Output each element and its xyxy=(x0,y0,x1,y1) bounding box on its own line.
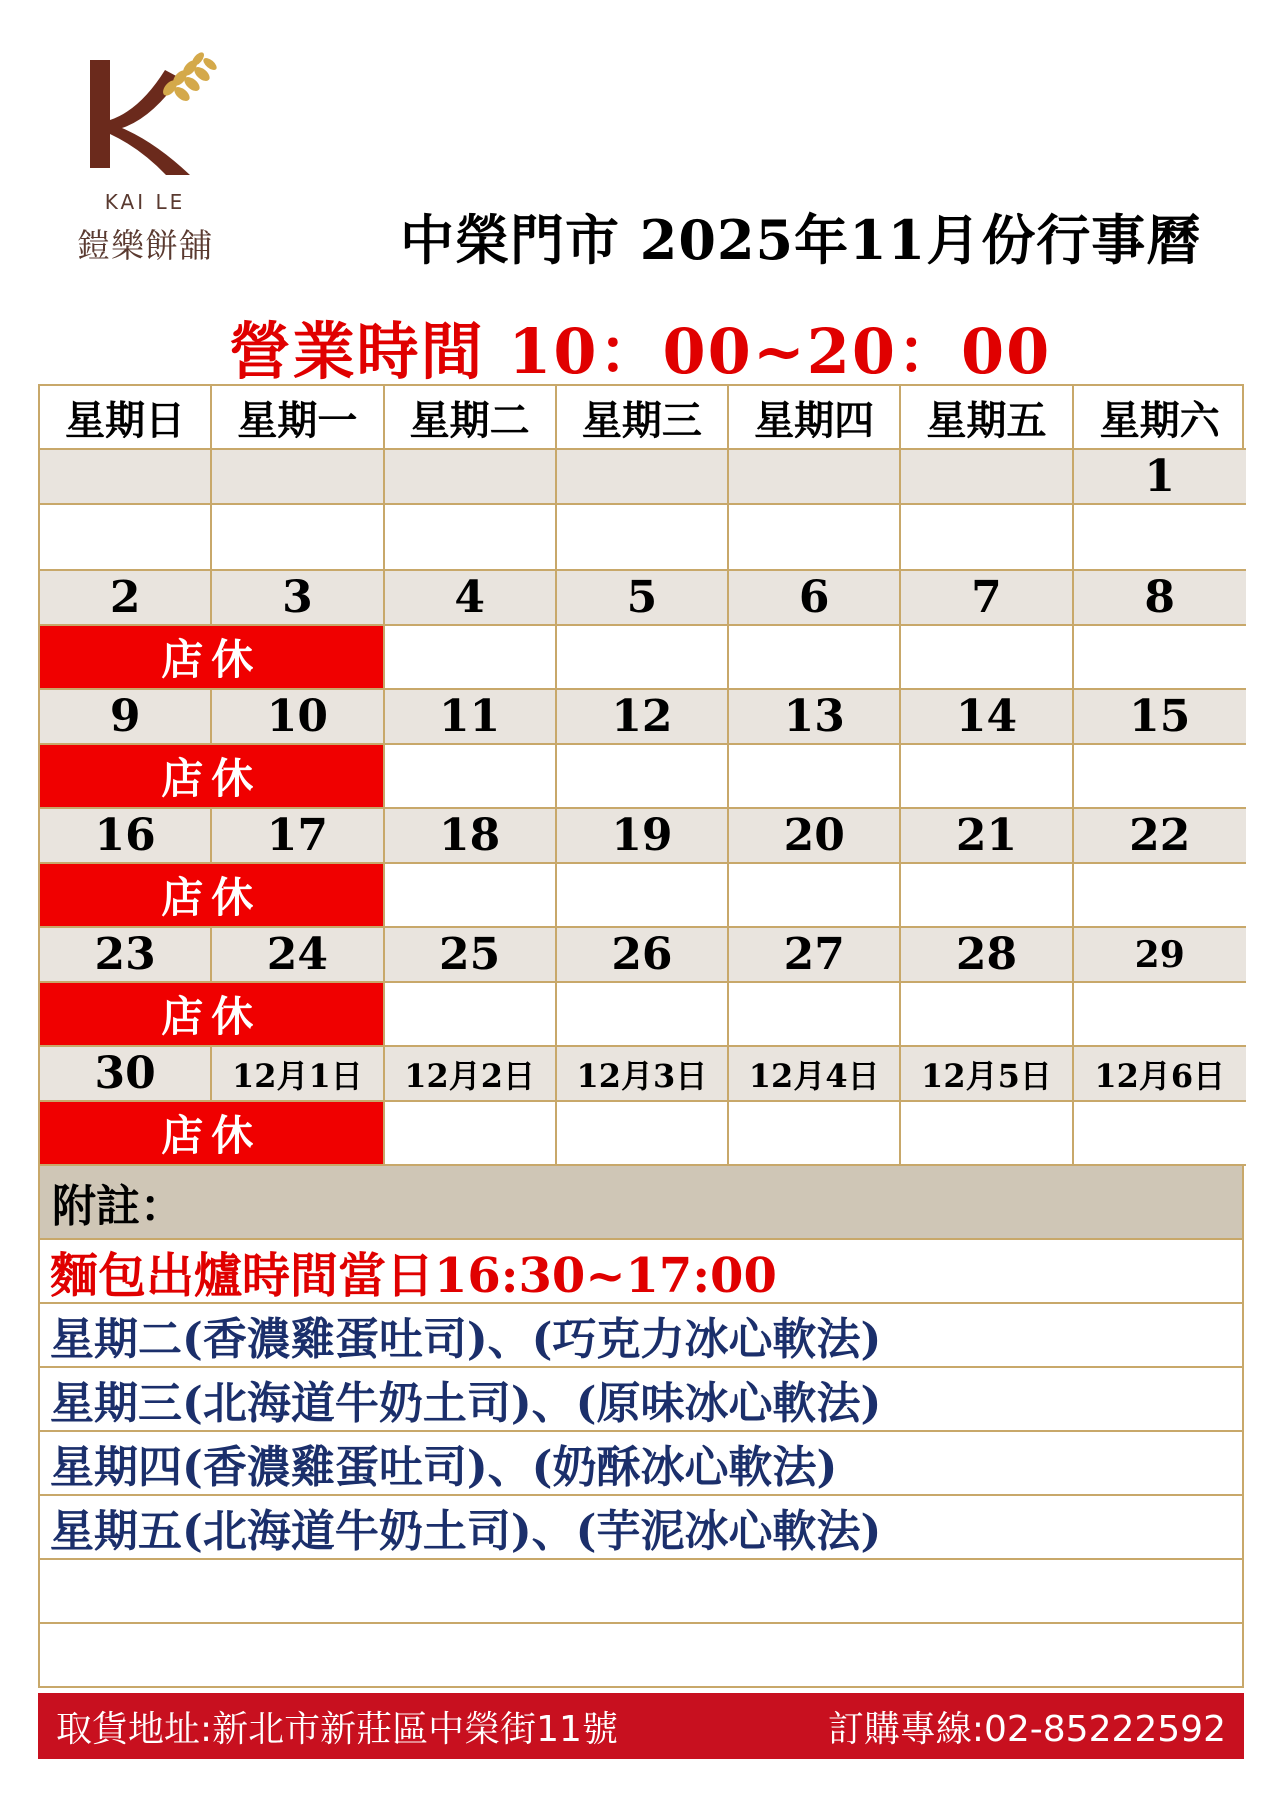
date-cell: 4 xyxy=(385,571,557,626)
date-cell: 26 xyxy=(557,928,729,983)
date-cell: 12 xyxy=(557,690,729,745)
note-cell xyxy=(1074,745,1246,809)
date-cell: 18 xyxy=(385,809,557,864)
date-row xyxy=(40,690,1242,745)
note-cell xyxy=(901,745,1073,809)
calendar-table xyxy=(38,384,1244,1688)
closed-badge: 店休 xyxy=(40,864,385,928)
remark-line: 星期二(香濃雞蛋吐司)、(巧克力冰心軟法) xyxy=(40,1304,1242,1368)
date-cell xyxy=(901,450,1073,505)
date-cell xyxy=(212,450,384,505)
date-cell: 22 xyxy=(1074,809,1246,864)
date-cell: 9 xyxy=(40,690,212,745)
date-cell: 3 xyxy=(212,571,384,626)
remark-bake-time: 麵包出爐時間當日16:30~17:00 xyxy=(40,1240,1242,1304)
brand-name-en: KAI LE xyxy=(104,190,186,214)
note-row xyxy=(40,864,1242,928)
date-cell: 27 xyxy=(729,928,901,983)
date-cell: 12月1日 xyxy=(212,1047,384,1102)
footer-bar xyxy=(38,1693,1244,1759)
date-cell: 25 xyxy=(385,928,557,983)
weekday-thu: 星期四 xyxy=(729,386,901,450)
date-row xyxy=(40,571,1242,626)
remark-line-empty xyxy=(40,1560,1242,1624)
brand-logo xyxy=(60,50,230,265)
date-cell: 7 xyxy=(901,571,1073,626)
note-cell xyxy=(729,864,901,928)
closed-badge: 店休 xyxy=(40,626,385,690)
order-phone: 訂購專線:02-85222592 xyxy=(827,1708,1226,1750)
date-cell: 29 xyxy=(1074,928,1246,983)
date-cell: 17 xyxy=(212,809,384,864)
date-cell: 11 xyxy=(385,690,557,745)
note-cell xyxy=(212,505,384,571)
date-cell: 6 xyxy=(729,571,901,626)
note-row xyxy=(40,626,1242,690)
note-cell xyxy=(901,505,1073,571)
date-row xyxy=(40,450,1242,505)
date-cell xyxy=(557,450,729,505)
note-cell xyxy=(729,505,901,571)
note-cell xyxy=(1074,864,1246,928)
note-row xyxy=(40,1102,1242,1166)
note-cell xyxy=(901,983,1073,1047)
note-row xyxy=(40,505,1242,571)
note-cell xyxy=(385,983,557,1047)
closed-badge: 店休 xyxy=(40,1102,385,1166)
note-cell xyxy=(557,626,729,690)
date-cell: 12月3日 xyxy=(557,1047,729,1102)
note-cell xyxy=(385,745,557,809)
weekday-sat: 星期六 xyxy=(1074,386,1246,450)
date-cell: 2 xyxy=(40,571,212,626)
date-cell: 16 xyxy=(40,809,212,864)
note-cell xyxy=(901,1102,1073,1166)
weekday-wed: 星期三 xyxy=(557,386,729,450)
brand-name-cn: 鎧樂餅舖 xyxy=(77,226,213,265)
note-cell xyxy=(557,745,729,809)
note-cell xyxy=(385,1102,557,1166)
date-cell: 28 xyxy=(901,928,1073,983)
note-cell xyxy=(901,626,1073,690)
note-cell xyxy=(557,983,729,1047)
date-cell: 15 xyxy=(1074,690,1246,745)
date-cell: 30 xyxy=(40,1047,212,1102)
note-cell xyxy=(557,505,729,571)
weekday-fri: 星期五 xyxy=(901,386,1073,450)
closed-badge: 店休 xyxy=(40,983,385,1047)
remark-line: 星期三(北海道牛奶土司)、(原味冰心軟法) xyxy=(40,1368,1242,1432)
note-cell xyxy=(1074,1102,1246,1166)
date-cell: 1 xyxy=(1074,450,1246,505)
date-row xyxy=(40,1047,1242,1102)
note-cell xyxy=(557,1102,729,1166)
note-cell xyxy=(729,1102,901,1166)
note-row xyxy=(40,745,1242,809)
date-cell: 12月6日 xyxy=(1074,1047,1246,1102)
note-row xyxy=(40,983,1242,1047)
note-cell xyxy=(385,505,557,571)
date-cell: 10 xyxy=(212,690,384,745)
note-cell xyxy=(40,505,212,571)
date-row xyxy=(40,928,1242,983)
note-cell xyxy=(1074,983,1246,1047)
date-cell: 20 xyxy=(729,809,901,864)
date-cell xyxy=(40,450,212,505)
date-cell: 12月4日 xyxy=(729,1047,901,1102)
weekday-tue: 星期二 xyxy=(385,386,557,450)
note-cell xyxy=(385,864,557,928)
note-cell xyxy=(729,745,901,809)
remark-line-empty xyxy=(40,1624,1242,1688)
pickup-address: 取貨地址:新北市新莊區中榮街11號 xyxy=(56,1708,618,1750)
note-cell xyxy=(729,626,901,690)
date-cell xyxy=(729,450,901,505)
business-hours: 營業時間 10：00~20：00 xyxy=(228,315,1052,388)
note-cell xyxy=(1074,626,1246,690)
note-cell xyxy=(1074,505,1246,571)
note-cell xyxy=(385,626,557,690)
date-cell: 12月2日 xyxy=(385,1047,557,1102)
date-cell xyxy=(385,450,557,505)
date-cell: 8 xyxy=(1074,571,1246,626)
weekday-mon: 星期一 xyxy=(212,386,384,450)
note-cell xyxy=(729,983,901,1047)
remark-line: 星期四(香濃雞蛋吐司)、(奶酥冰心軟法) xyxy=(40,1432,1242,1496)
note-cell xyxy=(901,864,1073,928)
closed-badge: 店休 xyxy=(40,745,385,809)
page-title: 中榮門市 2025年11月份行事曆 xyxy=(400,208,1202,272)
remark-line: 星期五(北海道牛奶土司)、(芋泥冰心軟法) xyxy=(40,1496,1242,1560)
date-cell: 5 xyxy=(557,571,729,626)
date-cell: 21 xyxy=(901,809,1073,864)
date-cell: 12月5日 xyxy=(901,1047,1073,1102)
remarks-heading: 附註： xyxy=(40,1166,1242,1240)
date-cell: 14 xyxy=(901,690,1073,745)
date-cell: 24 xyxy=(212,928,384,983)
wheat-k-logo-icon xyxy=(70,50,220,180)
weekday-sun: 星期日 xyxy=(40,386,212,450)
date-cell: 13 xyxy=(729,690,901,745)
date-cell: 19 xyxy=(557,809,729,864)
date-cell: 23 xyxy=(40,928,212,983)
weekday-header-row xyxy=(40,386,1242,450)
note-cell xyxy=(557,864,729,928)
date-row xyxy=(40,809,1242,864)
